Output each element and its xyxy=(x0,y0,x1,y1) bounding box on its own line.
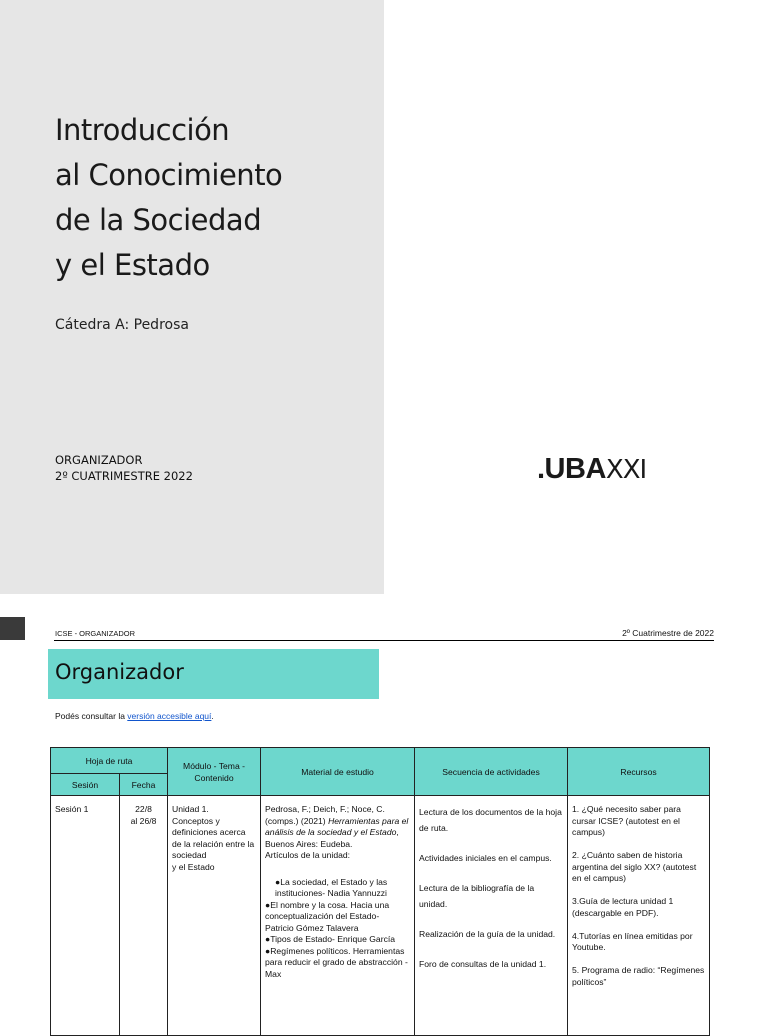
reference-authors: Pedrosa, F.; Deich, F.; Noce, C. (comps.) (2021) xyxy=(265,804,385,826)
reference-publisher: , Buenos Aires: Eudeba. xyxy=(265,827,399,849)
section-banner xyxy=(48,649,379,699)
cover-title-line: de la Sociedad xyxy=(55,203,262,237)
accessible-version-link[interactable]: versión accesible aquí xyxy=(127,711,212,721)
cell-actividades xyxy=(415,796,568,1036)
header-hoja-de-ruta: Hoja de ruta xyxy=(51,748,168,774)
material-item: ●El nombre y la cosa. Hacia una conceptualización del Estado- Patricio Gómez Talavera xyxy=(265,899,390,933)
cover-title-line: al Conocimiento xyxy=(55,158,283,192)
page-header-left: ICSE - ORGANIZADOR xyxy=(55,629,136,638)
modulo-line: Unidad 1. xyxy=(172,804,209,814)
recurso-item: 1. ¿Qué necesito saber para cursar ICSE? (autotest en el campus) xyxy=(572,804,681,837)
sesion-label: Sesión 1 xyxy=(55,804,89,814)
fecha-line: 22/8 xyxy=(135,804,152,814)
reference-book-title: Herramientas para el análisis de la sociedad y el Estado xyxy=(265,815,409,837)
actividad-item: Actividades iniciales en el campus. xyxy=(419,853,552,863)
recurso-item: 5. Programa de radio: “Regímenes políticos” xyxy=(572,965,705,987)
header-recursos: Recursos xyxy=(568,748,710,796)
header-divider xyxy=(54,640,714,641)
header-sesion: Sesión xyxy=(51,774,120,796)
cell-material xyxy=(261,796,415,1036)
cover-title-line: Introducción xyxy=(55,113,230,147)
uba-xxi-logo xyxy=(537,451,646,487)
consult-text: Podés consultar la xyxy=(55,711,128,721)
header-secuencia: Secuencia de actividades xyxy=(415,748,568,796)
logo-bold: .UBA xyxy=(537,453,606,485)
material-item: ●La sociedad, el Estado y las instituciones- Nadia Yannuzzi xyxy=(275,876,388,898)
recurso-item: 4.Tutorías en línea emitidas por Youtube. xyxy=(572,930,693,952)
organizer-table xyxy=(50,747,710,1036)
cover-subtitle: Cátedra A: Pedrosa xyxy=(55,317,189,333)
header-material: Material de estudio xyxy=(261,748,415,796)
header-modulo: Módulo - Tema - Contenido xyxy=(168,748,261,796)
cover-title xyxy=(55,108,375,288)
section-title: Organizador xyxy=(55,660,184,684)
actividad-item: Realización de la guía de la unidad. xyxy=(419,929,556,939)
material-item: ●Tipos de Estado- Enrique García xyxy=(265,934,396,944)
consult-end: . xyxy=(211,711,214,721)
material-reference xyxy=(265,804,410,850)
cover-title-line: y el Estado xyxy=(55,248,210,282)
material-articulos-label: Artículos de la unidad: xyxy=(265,850,351,860)
recurso-item: 2. ¿Cuánto saben de historia argentina del siglo XX? (autotest en el campus) xyxy=(572,850,697,883)
actividad-item: Lectura de la bibliografía de la unidad. xyxy=(419,883,535,909)
cover-org-line: 2º CUATRIMESTRE 2022 xyxy=(55,469,193,483)
cell-modulo xyxy=(168,796,261,1036)
cell-fecha xyxy=(120,796,168,1036)
accessible-version-note xyxy=(55,711,214,721)
cell-recursos xyxy=(568,796,710,1036)
fecha-line: al 26/8 xyxy=(130,815,157,826)
modulo-line: y el Estado xyxy=(172,861,215,872)
material-item: ●Regímenes políticos. Herramientas para reducir el grado de abstracción - Max xyxy=(265,945,408,979)
logo-thin: XXI xyxy=(605,455,647,485)
page-marker xyxy=(0,617,25,640)
modulo-line: Conceptos y definiciones acerca de la relación entre la sociedad xyxy=(172,815,255,860)
cell-sesion xyxy=(51,796,120,1036)
actividad-item: Lectura de los documentos de la hoja de ruta. xyxy=(419,807,562,833)
page-header-right: 2º Cuatrimestre de 2022 xyxy=(622,628,714,638)
cover-organizer xyxy=(55,452,193,484)
recurso-item: 3.Guía de lectura unidad 1 (descargable en PDF). xyxy=(572,896,674,918)
header-fecha: Fecha xyxy=(120,774,168,796)
cover-org-line: ORGANIZADOR xyxy=(55,453,143,467)
cover-panel xyxy=(0,0,384,594)
table-row xyxy=(51,796,710,1036)
actividad-item: Foro de consultas de la unidad 1. xyxy=(419,959,547,969)
